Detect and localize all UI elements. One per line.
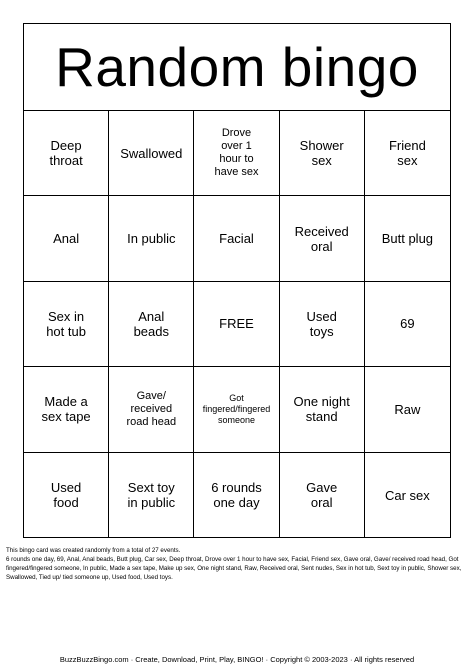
event-notes — [6, 546, 470, 582]
bingo-cell-r4c5: Raw — [365, 367, 450, 452]
bingo-cell-r5c2: Sext toy in public — [109, 453, 194, 538]
bingo-cell-r3c2: Anal beads — [109, 282, 194, 367]
bingo-cell-r5c5: Car sex — [384, 487, 430, 503]
bingo-cell-r5c3: 6 rounds one day — [194, 453, 279, 538]
bingo-cell-r2c5: Butt plug — [365, 196, 450, 281]
bingo-cell-r4c3: Got fingered/fingered someone — [194, 367, 279, 452]
notes-intro: This bingo card was created randomly from a total of 27 events. — [6, 547, 181, 554]
bingo-cell-r1c4: Shower sex — [280, 111, 365, 196]
bingo-cell-r3c4: Used toys — [280, 282, 365, 367]
bingo-cell-r1c3: Drove over 1 hour to have sex — [194, 111, 279, 196]
bingo-cell-r4c1: Made a sex tape — [24, 367, 109, 452]
bingo-cell-r4c4: One night stand — [280, 367, 365, 452]
bingo-cell-free: FREE — [194, 282, 279, 367]
bingo-cell-r1c5: Friend sex — [365, 111, 450, 196]
bingo-cell-r1c1: Deep throat — [24, 111, 109, 196]
bingo-cell-r2c2: In public — [109, 196, 194, 281]
bingo-cell-r2c3: Facial — [194, 196, 279, 281]
card-title: Random bingo — [55, 35, 419, 98]
notes-event-list: 6 rounds one day, 69, Anal, Anal beads, Butt plug, Car sex, Deep throat, Drove over 1 hour to have sex, Facial, Friend sex, Gave oral, Gave/ received road head, Got fingered/fingered someone, In public, Made a sex tape, Make up sex, One night stand, Raw, Received oral, Sent nudes, Sex in hot tub, Sext toy in public, Shower sex, Swallowed, Tied up/ tied someone up, Used food, Used toys. — [6, 556, 462, 581]
bingo-cell-r2c4: Received oral — [280, 196, 365, 281]
bingo-cell-r4c2: Gave/ received road head — [109, 367, 194, 452]
bingo-cell-r5c4: Gave oral — [280, 453, 365, 538]
bingo-cell-r2c1: Anal — [24, 196, 109, 281]
bingo-cell-r3c5: 69 — [365, 282, 450, 367]
title-box — [24, 24, 450, 111]
bingo-cell-r3c1: Sex in hot tub — [24, 282, 109, 367]
bingo-cell-r5c1: Used food — [24, 453, 109, 538]
bingo-grid — [24, 111, 450, 538]
bingo-cell-r1c2: Swallowed — [109, 111, 194, 196]
footer-copyright: BuzzBuzzBingo.com · Create, Download, Print, Play, BINGO! · Copyright © 2003-2023 · All rights reserved — [59, 655, 415, 664]
bingo-card — [23, 23, 451, 538]
